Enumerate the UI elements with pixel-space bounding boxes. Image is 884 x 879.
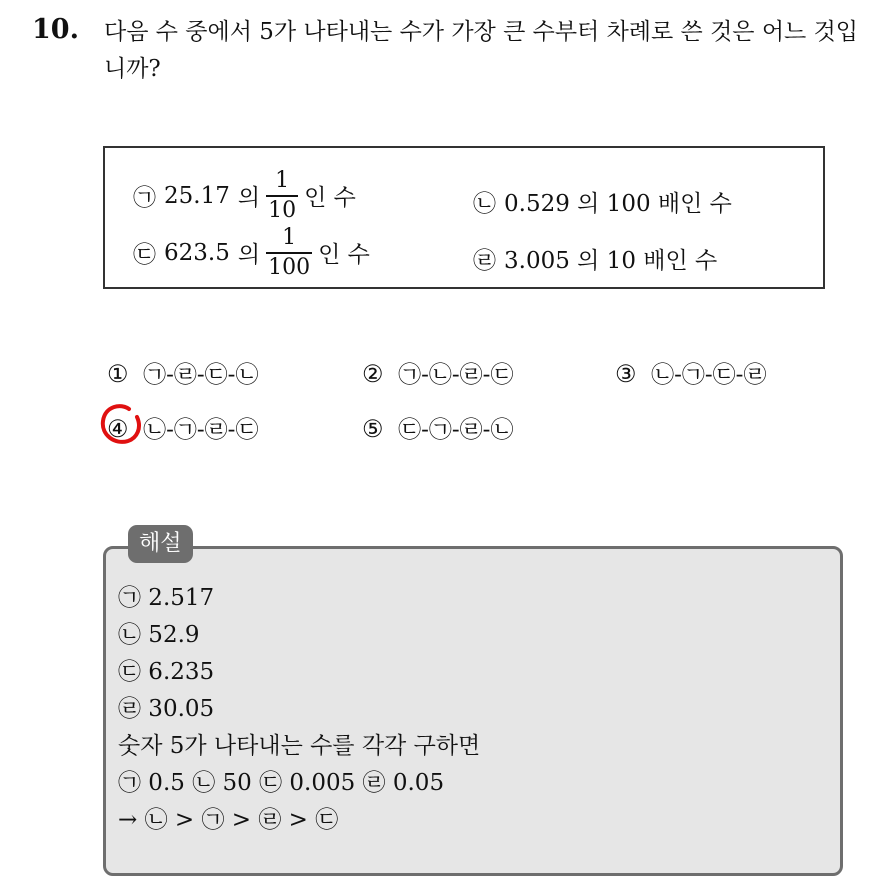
given-a-suffix: 인 수	[304, 185, 356, 212]
given-a-fraction	[266, 170, 298, 222]
given-b-text: 0.529 의 100 배인 수	[504, 191, 732, 217]
given-item-d	[473, 242, 717, 275]
choice-3-number: ③	[615, 360, 637, 388]
given-a-label: ㉠	[133, 185, 156, 212]
given-item-a	[133, 170, 356, 222]
solution-line: ㉡ 52.9	[118, 622, 200, 648]
choice-5-number: ⑤	[362, 415, 384, 443]
choice-1[interactable]	[107, 356, 258, 389]
choice-5-text: ㉢-㉠-㉣-㉡	[398, 417, 514, 443]
choice-3-text: ㉡-㉠-㉢-㉣	[651, 362, 767, 388]
solution-line: 숫자 5가 나타내는 수를 각각 구하면	[118, 733, 481, 759]
given-c-josa: 의	[237, 242, 261, 269]
given-b-label: ㉡	[473, 191, 496, 217]
solution-line: ㉣ 30.05	[118, 696, 215, 722]
given-c-number: 623.5	[164, 239, 230, 266]
given-c-frac-num: 1	[282, 225, 297, 250]
choice-2[interactable]	[362, 356, 513, 389]
given-a-frac-num: 1	[275, 168, 290, 193]
given-item-b	[473, 185, 732, 218]
given-d-text: 3.005 의 10 배인 수	[504, 248, 718, 274]
given-a-josa: 의	[237, 185, 261, 212]
given-a-frac-den: 10	[268, 197, 297, 223]
solution-title: 해설	[128, 525, 193, 563]
given-c-label: ㉢	[133, 242, 156, 269]
solution-line: ㉠ 0.5 ㉡ 50 ㉢ 0.005 ㉣ 0.05	[118, 770, 445, 796]
question-number: 10.	[32, 14, 79, 45]
solution-lines	[118, 580, 480, 839]
choice-2-text: ㉠-㉡-㉣-㉢	[398, 362, 514, 388]
given-c-fraction	[266, 227, 312, 279]
given-c-frac-den: 100	[268, 254, 311, 280]
choice-4-number: ④	[107, 415, 129, 443]
choice-3[interactable]	[615, 356, 766, 389]
solution-line: → ㉡ > ㉠ > ㉣ > ㉢	[118, 807, 339, 833]
given-d-label: ㉣	[473, 248, 496, 274]
choice-1-text: ㉠-㉣-㉢-㉡	[143, 362, 259, 388]
given-a-number: 25.17	[164, 182, 230, 209]
question-text: 다음 수 중에서 5가 나타내는 수가 가장 큰 수부터 차례로 쓴 것은 어느 것입니까?	[104, 19, 858, 82]
given-c-suffix: 인 수	[318, 242, 370, 269]
choice-5[interactable]	[362, 411, 513, 444]
given-item-c	[133, 227, 370, 279]
choice-4-text: ㉡-㉠-㉣-㉢	[143, 417, 259, 443]
choice-2-number: ②	[362, 360, 384, 388]
choice-1-number: ①	[107, 360, 129, 388]
solution-line: ㉠ 2.517	[118, 585, 215, 611]
solution-line: ㉢ 6.235	[118, 659, 215, 685]
choice-4[interactable]	[107, 411, 258, 444]
